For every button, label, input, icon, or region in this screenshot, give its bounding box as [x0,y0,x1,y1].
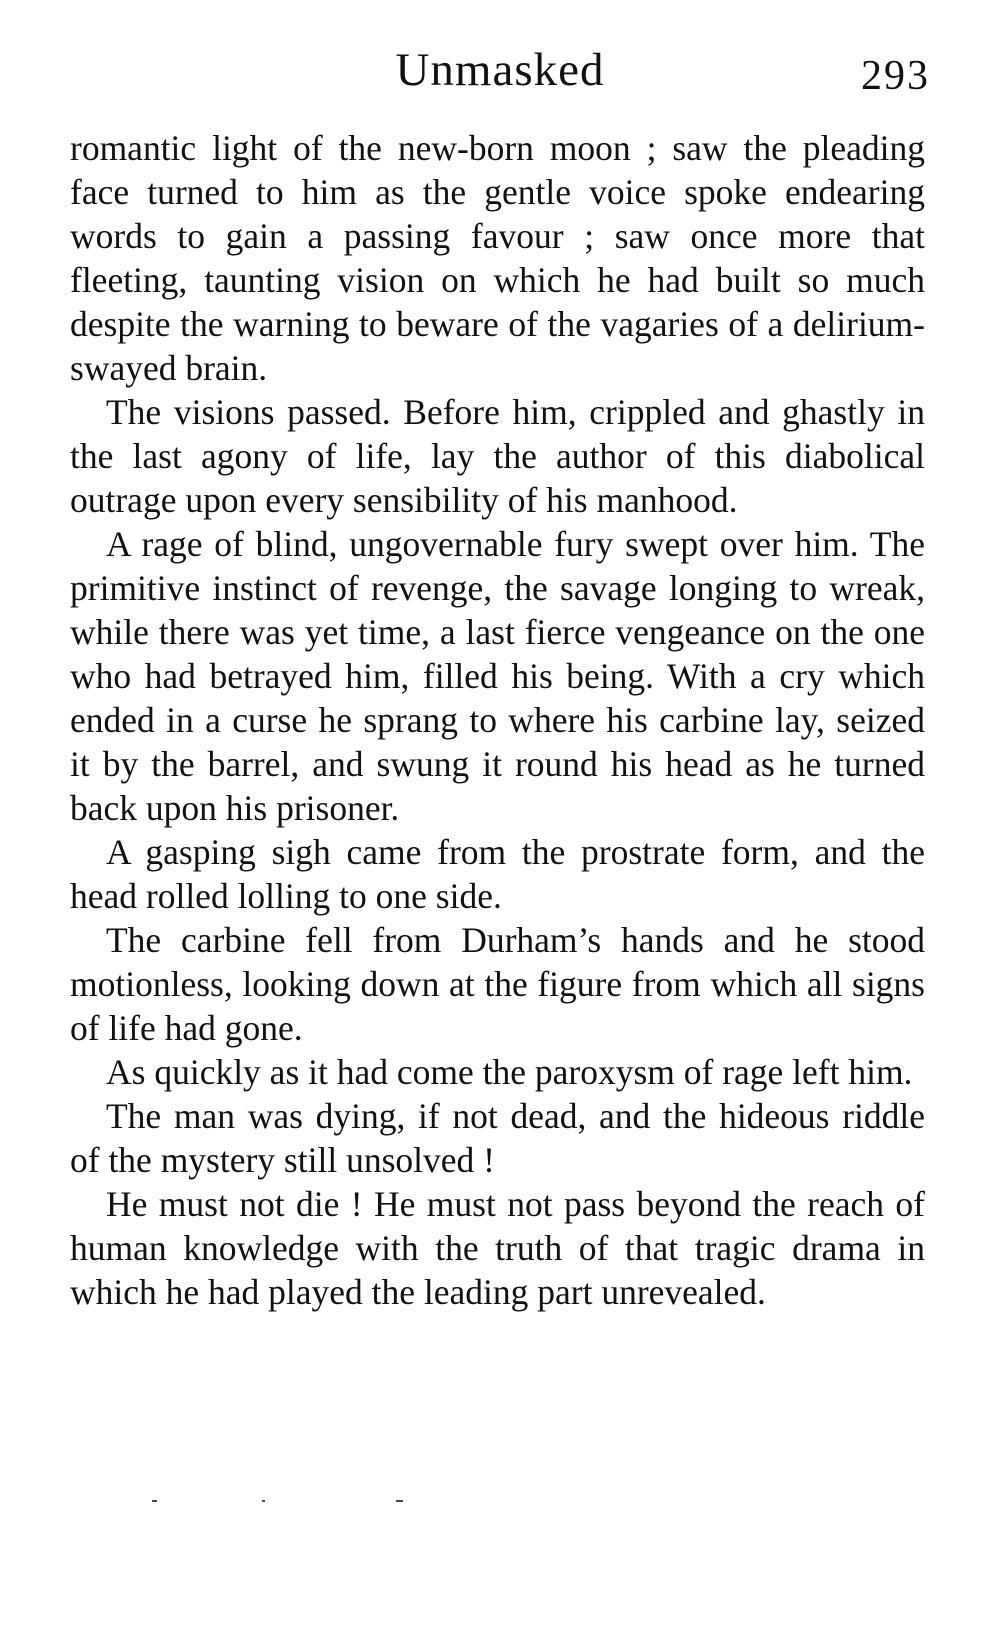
speck [396,1500,403,1502]
scan-specks [150,1500,410,1506]
paragraph-continued: romantic light of the new-born moon ; saw the pleading face turned to him as the gentle voice spoke endearing words to gain a passing favour ; saw once more that fleeting, taunting vision on which he had built so much despite the warning to beware of the vagaries of a delirium-swayed brain. [70,128,925,388]
chapter-title: Unmasked [395,44,605,96]
paragraph: A rage of blind, ungovernable fury swept over him. The primitive instinct of revenge, the savage longing to wreak, while there was yet time, a last fierce vengeance on the one who had betrayed him, filled his being. With a cry which ended in a curse he sprang to where his carbine lay, seized it by the barrel, and swung it round his head as he turned back upon his prisoner. [70,524,925,828]
paragraph: A gasping sigh came from the prostrate form, and the head rolled lolling to one side. [70,832,925,916]
speck [262,1500,265,1502]
page-number: 293 [861,53,930,99]
paragraph: He must not die ! He must not pass beyond the reach of human knowledge with the truth of that tragic drama in which he had played the leading part unrevealed. [70,1184,925,1312]
speck [152,1500,157,1502]
paragraph: The man was dying, if not dead, and the hideous riddle of the mystery still unsolved ! [70,1096,925,1180]
paragraph: The visions passed. Before him, crippled and ghastly in the last agony of life, lay the author of this diabolical outrage upon every sensibility of his manhood. [70,392,925,520]
body-text [70,126,925,1314]
paragraph: As quickly as it had come the paroxysm of rage left him. [106,1052,913,1092]
paragraph: The carbine fell from Durham’s hands and he stood motionless, looking down at the figure from which all signs of life had gone. [70,920,925,1048]
running-head [70,40,930,100]
